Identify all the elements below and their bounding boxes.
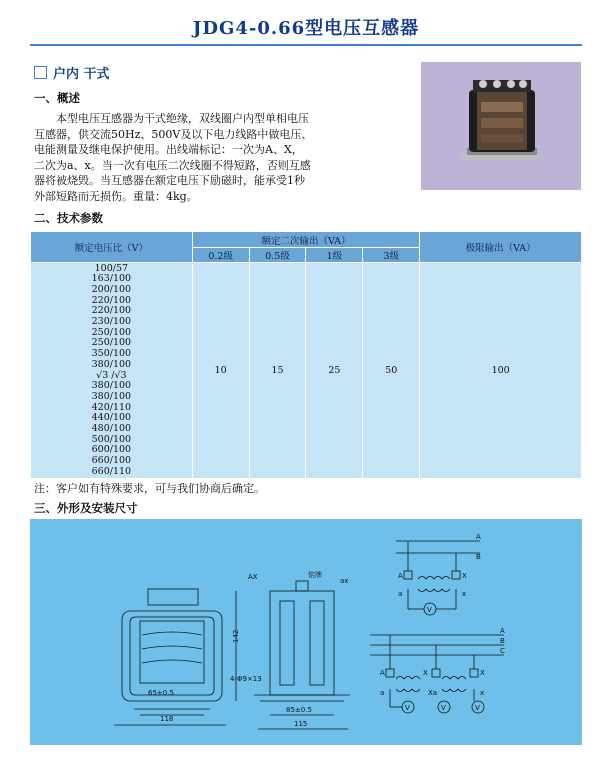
label-X: X	[480, 669, 485, 677]
ratio-list	[31, 263, 193, 479]
label-nameplate: 铭牌	[308, 571, 322, 579]
limit-value: 100	[420, 263, 582, 479]
transformer-image	[421, 62, 581, 190]
dimension-drawing	[30, 519, 582, 745]
ratio-item: 163/100	[91, 273, 132, 285]
header-class: 1级	[306, 248, 363, 263]
dim-65: 65±0.5	[148, 689, 174, 697]
label-a: a	[398, 590, 403, 598]
overview-line: 本型电压互感器为干式绝缘，双线圈户内型单相电压	[56, 112, 309, 125]
label-X: X	[462, 572, 467, 580]
output-value: 25	[306, 263, 363, 479]
dim-142: 142	[232, 629, 240, 643]
ratio-item: 200/100	[91, 284, 132, 295]
ratio-item: 660/110	[91, 465, 132, 477]
ratio-item: 500/100	[91, 433, 132, 445]
ratio-item: 440/100	[91, 412, 132, 424]
ratio-item: 220/100	[91, 294, 132, 306]
label-AX: AX	[248, 573, 258, 581]
ratio-item: √3 /√3	[96, 369, 127, 381]
section1-heading: 一、概述	[34, 91, 80, 105]
header-output: 额定二次输出（VA）	[192, 232, 420, 248]
header-class: 0.5级	[249, 248, 306, 263]
output-value: 10	[192, 263, 249, 479]
ratio-item: 660/100	[91, 455, 132, 466]
ratio-item: 100/57	[94, 262, 129, 274]
ratio-item: 250/100	[91, 337, 132, 349]
label-a: a	[380, 689, 385, 697]
wiring-three-phase	[370, 627, 505, 713]
ratio-item: 480/100	[91, 422, 132, 434]
label-x: x	[480, 689, 485, 697]
label-V: V	[427, 606, 432, 614]
page-title: JDG4-0.66型电压互感器	[192, 18, 420, 39]
header-ratio: 额定电压比（V）	[31, 232, 193, 263]
label-B: B	[476, 553, 481, 561]
title-rule	[30, 44, 582, 46]
ratio-item: 230/100	[91, 316, 132, 328]
ratio-item: 350/100	[91, 348, 132, 360]
label-x: x	[462, 590, 467, 598]
ratio-item: 380/100	[91, 390, 132, 402]
overview-line: 二次为a、x。当一次有电压二次线圈不得短路，否则互感	[34, 158, 311, 172]
dim-85: 85±0.5	[286, 706, 312, 714]
wiring-single-phase	[396, 533, 481, 615]
front-view	[114, 589, 240, 725]
product-photo	[421, 62, 581, 190]
header-class: 3级	[363, 248, 420, 263]
header-limit: 极限输出（VA）	[420, 232, 582, 263]
ratio-item: 600/100	[91, 444, 132, 456]
table-note: 注：客户如有特殊要求，可与我们协商后确定。	[34, 482, 265, 495]
label-A: A	[476, 533, 481, 541]
ratio-item: 420/110	[91, 401, 132, 413]
overview-line: 互感器，供交流50Hz、500V及以下电力线路中做电压、	[34, 127, 313, 141]
header-class: 0.2级	[192, 248, 249, 263]
category-label: 户内 干式	[53, 67, 110, 82]
holes-spec: 4-Φ9×13	[230, 675, 262, 683]
side-view	[230, 570, 350, 729]
label-ax: ax	[340, 577, 349, 585]
label-B: B	[500, 637, 505, 645]
outline-drawing	[30, 519, 582, 745]
label-X: X	[423, 669, 428, 677]
output-value: 50	[363, 263, 420, 479]
ratio-item: 250/100	[91, 326, 132, 338]
label-V: V	[475, 704, 480, 712]
label-Xa: Xa	[428, 689, 438, 697]
ratio-item: 220/100	[91, 305, 132, 317]
overview-line: 外部短路而无损伤。重量：4kg。	[34, 189, 198, 203]
label-A: A	[380, 669, 385, 677]
overview-paragraph	[34, 111, 374, 205]
section2-heading: 二、技术参数	[34, 211, 103, 225]
label-A: A	[500, 627, 505, 635]
ratio-item: 380/100	[91, 380, 132, 392]
label-V: V	[405, 704, 410, 712]
overview-line: 电能测量及继电保护使用。出线端标记：一次为A、X，	[34, 143, 303, 157]
label-V: V	[441, 704, 446, 712]
ratio-item: 380/100	[91, 358, 132, 370]
overview-line: 器将被烧毁。当互感器在额定电压下励磁时，能承受1秒	[34, 174, 305, 188]
output-value: 15	[249, 263, 306, 479]
square-bullet-icon	[34, 66, 47, 79]
label-A: A	[398, 572, 403, 580]
dim-115: 115	[294, 720, 308, 728]
section3-heading: 三、外形及安装尺寸	[34, 501, 138, 515]
label-C: C	[500, 647, 505, 655]
category-heading	[34, 63, 110, 82]
dim-118: 118	[160, 715, 174, 723]
spec-table	[30, 231, 582, 479]
